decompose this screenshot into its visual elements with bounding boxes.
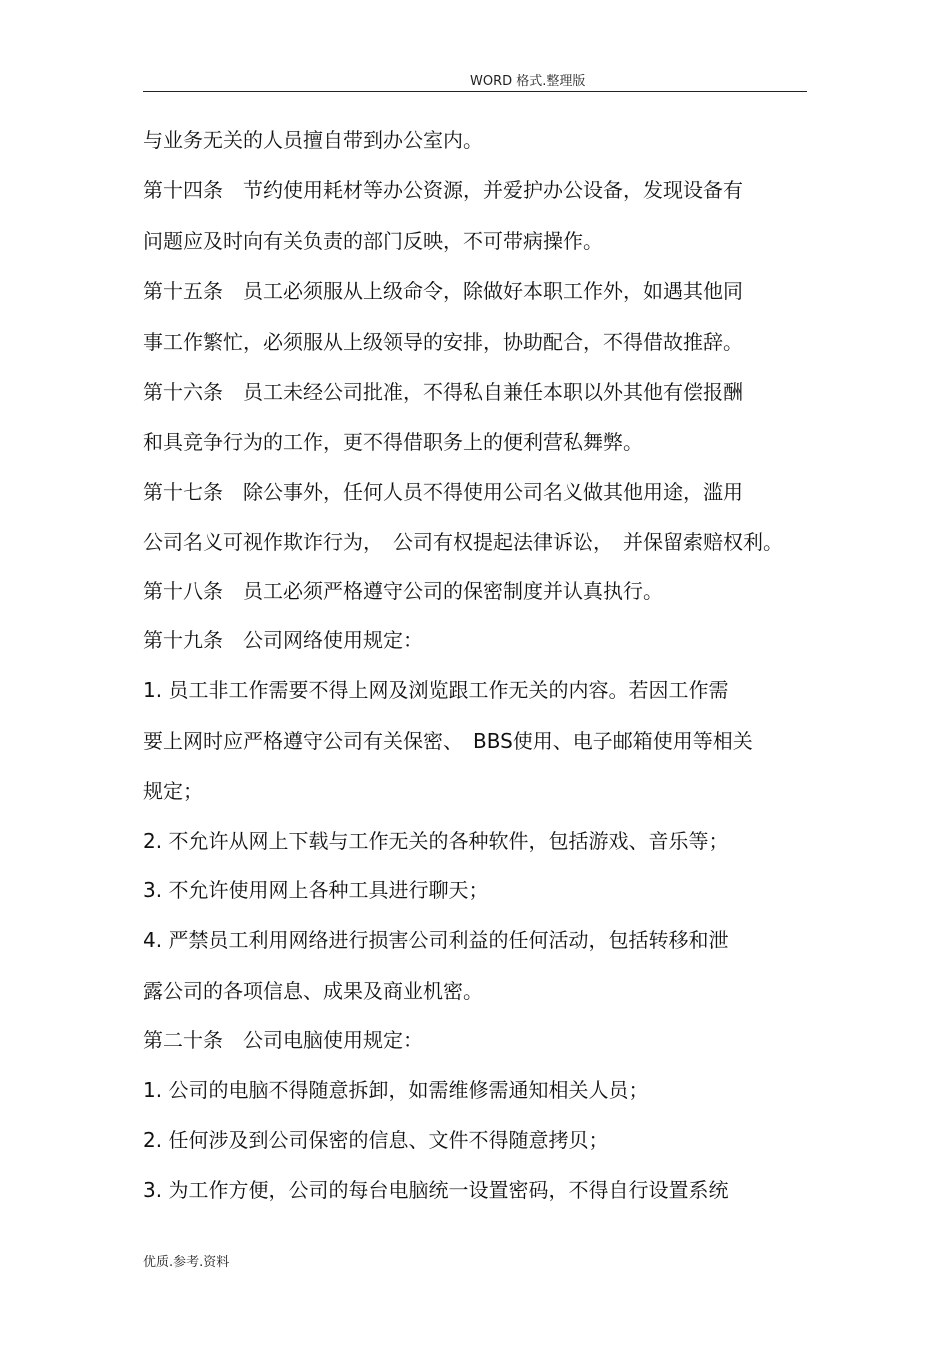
text-line: 1. 员工非工作需要不得上网及浏览跟工作无关的内容。若因工作需 [143, 678, 729, 702]
header-divider [143, 91, 807, 92]
page-footer: 优质.参考.资料 [143, 1255, 230, 1270]
text-line: 第十八条 员工必须严格遵守公司的保密制度并认真执行。 [143, 579, 663, 603]
text-line: 与业务无关的人员擅自带到办公室内。 [143, 128, 483, 152]
text-line: 和具竞争行为的工作，更不得借职务上的便利营私舞弊。 [143, 430, 643, 454]
text-line: 露公司的各项信息、成果及商业机密。 [143, 979, 483, 1003]
text-line: 2. 任何涉及到公司保密的信息、文件不得随意拷贝； [143, 1128, 609, 1152]
text-line: 第十九条 公司网络使用规定： [143, 628, 423, 652]
text-line: 第十七条 除公事外，任何人员不得使用公司名义做其他用途，滥用 [143, 480, 743, 504]
text-line: 3. 不允许使用网上各种工具进行聊天； [143, 878, 489, 902]
text-line: 4. 严禁员工利用网络进行损害公司利益的任何活动，包括转移和泄 [143, 928, 729, 952]
text-line: 规定； [143, 779, 203, 803]
text-line: 要上网时应严格遵守公司有关保密、 BBS使用、电子邮箱使用等相关 [143, 729, 753, 753]
text-line: 3. 为工作方便，公司的每台电脑统一设置密码，不得自行设置系统 [143, 1178, 729, 1202]
text-line: 第十五条 员工必须服从上级命令，除做好本职工作外，如遇其他同 [143, 279, 743, 303]
text-line: 公司名义可视作欺诈行为， 公司有权提起法律诉讼， 并保留索赔权利。 [143, 530, 783, 554]
text-line: 第十四条 节约使用耗材等办公资源，并爱护办公设备，发现设备有 [143, 178, 743, 202]
text-line: 事工作繁忙，必须服从上级领导的安排，协助配合，不得借故推辞。 [143, 330, 743, 354]
text-line: 第二十条 公司电脑使用规定： [143, 1028, 423, 1052]
text-line: 问题应及时向有关负责的部门反映，不可带病操作。 [143, 229, 603, 253]
text-line: 1. 公司的电脑不得随意拆卸，如需维修需通知相关人员； [143, 1078, 649, 1102]
header-text: WORD 格式.整理版 [470, 74, 586, 89]
text-line: 2. 不允许从网上下载与工作无关的各种软件，包括游戏、音乐等； [143, 829, 729, 853]
text-line: 第十六条 员工未经公司批准，不得私自兼任本职以外其他有偿报酬 [143, 380, 743, 404]
